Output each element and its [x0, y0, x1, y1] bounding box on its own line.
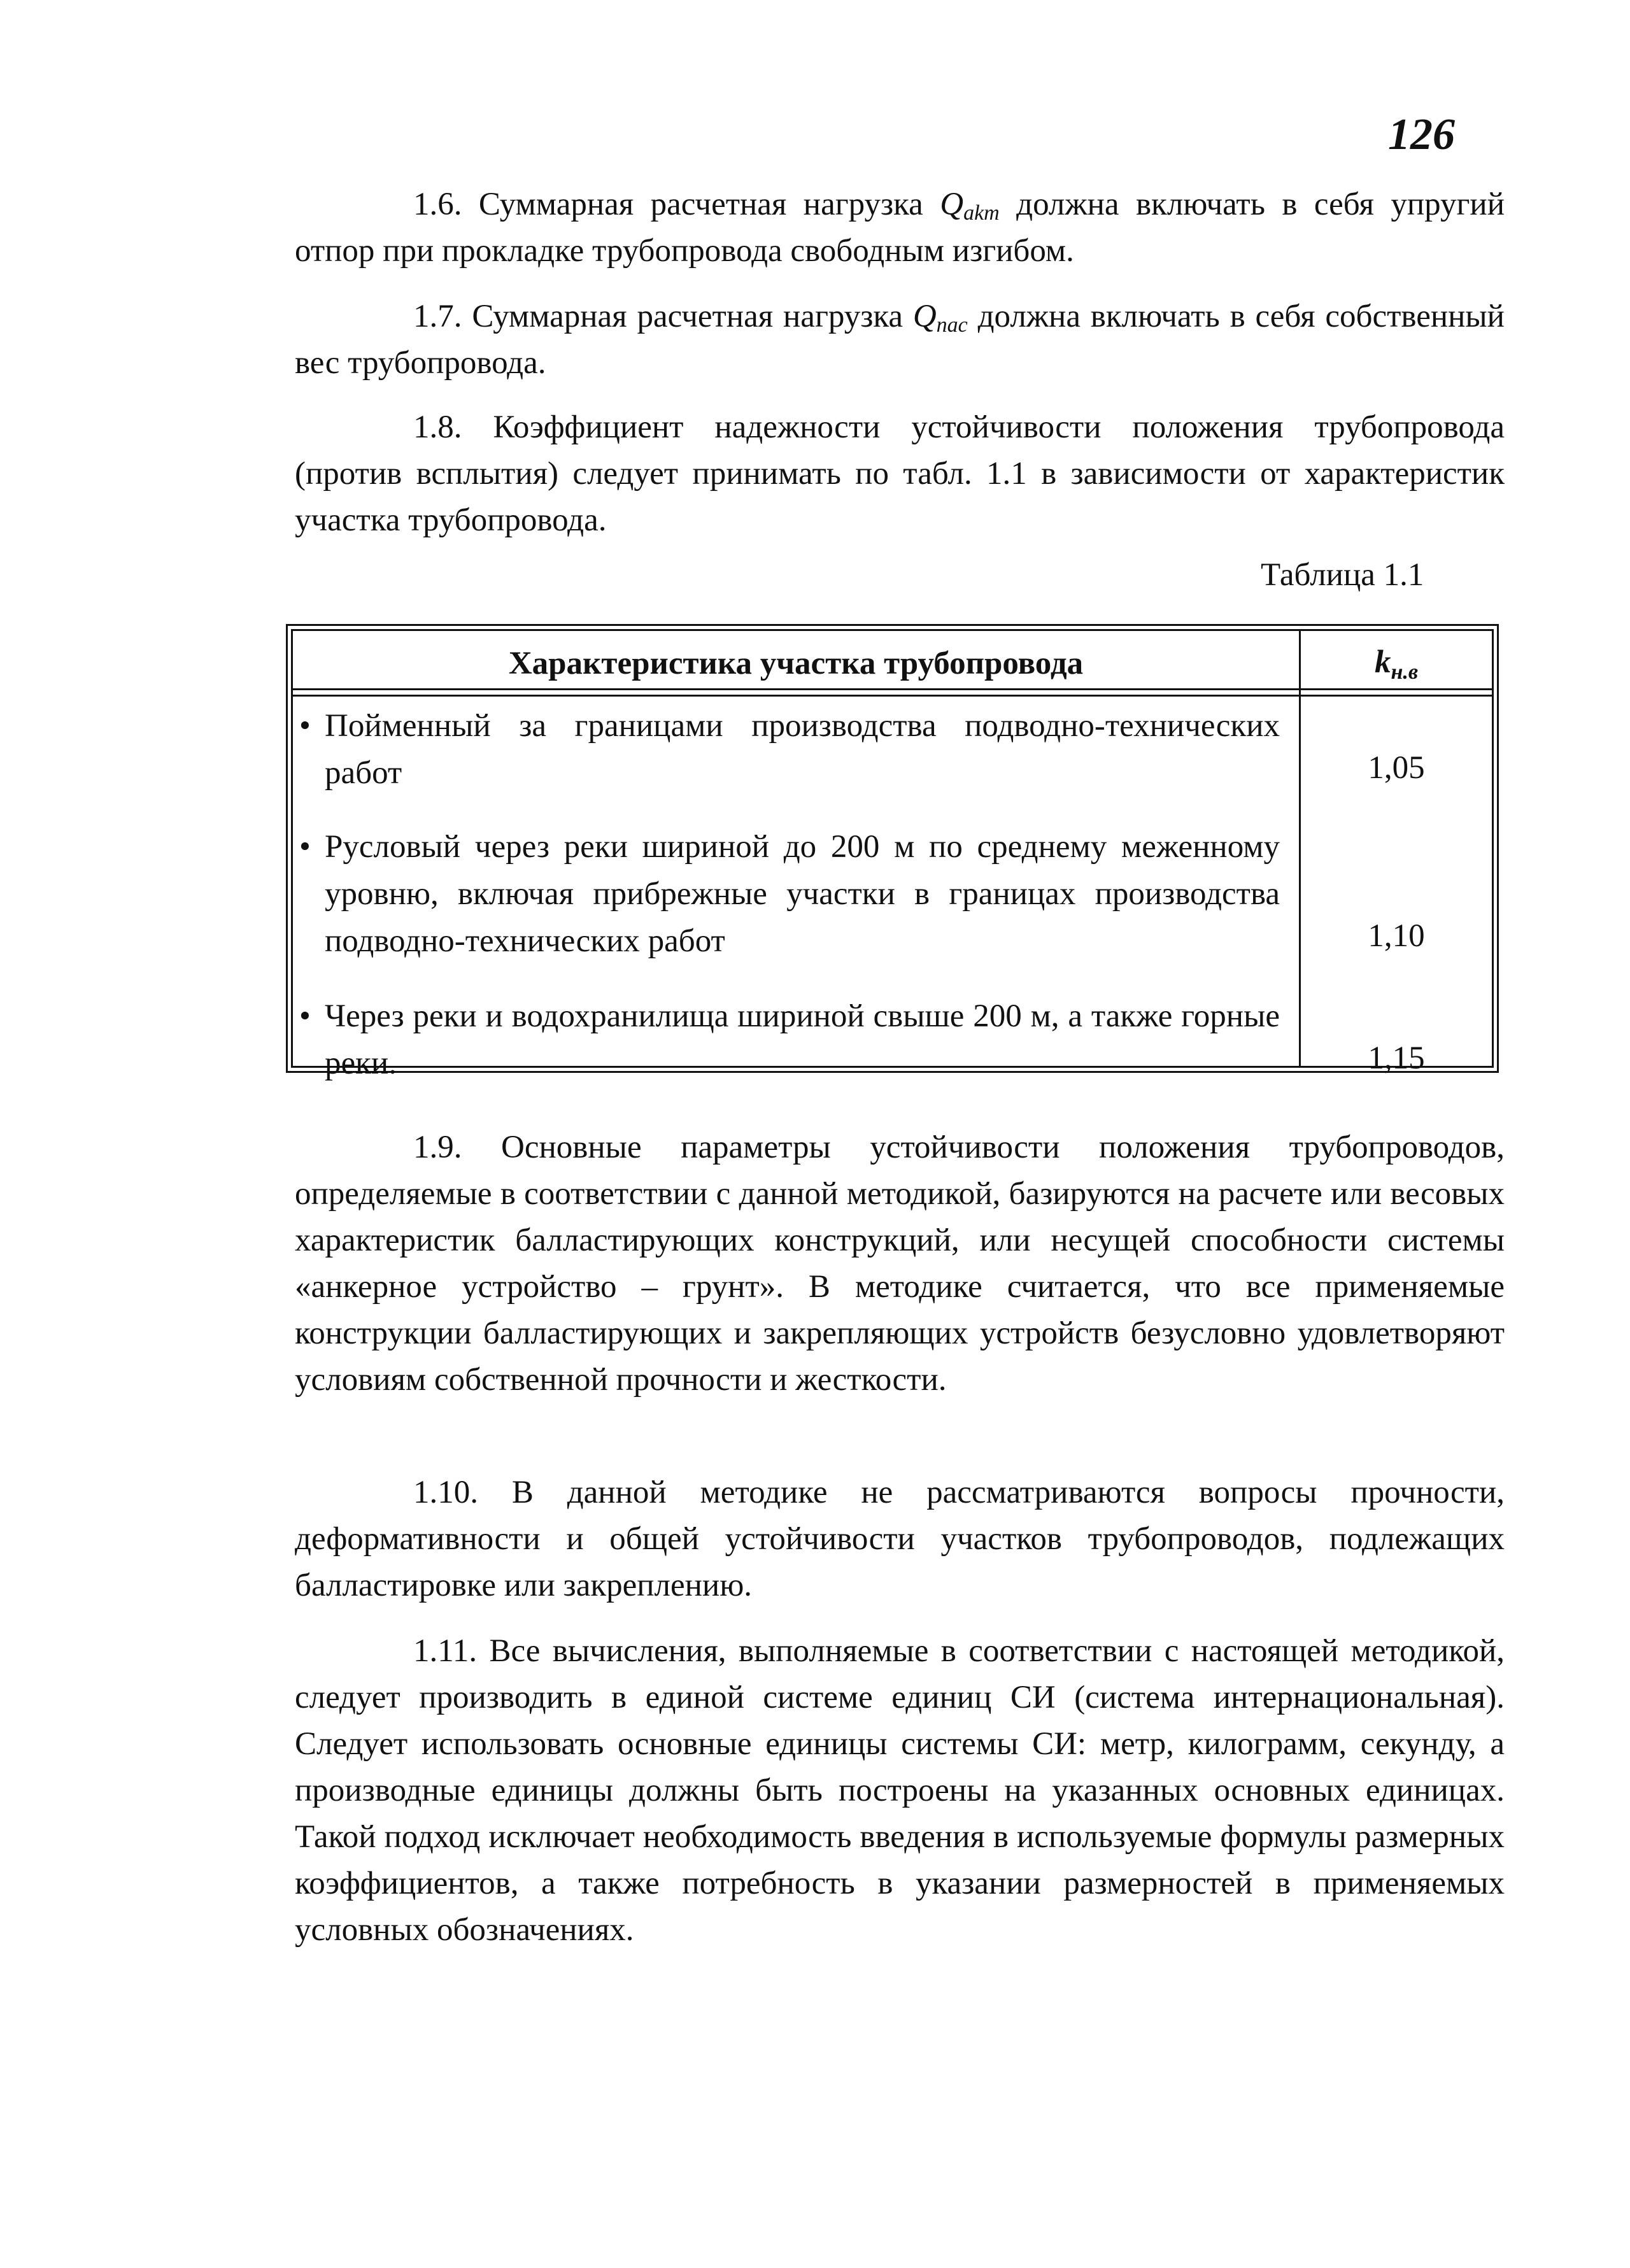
paragraph-text: 1.9. Основные параметры устойчивости положения трубопроводов, определяемые в соответствии с данной методикой, базируются на расчете или весовых характеристик балластирующих конструкций, или несущей способности системы «анкерное устройство – грунт». В методике считается, что все применяемые конструкции балластирующих и закрепляющих устройств безусловно удовлетворяют условиям собственной прочности и жесткости. [295, 1130, 1505, 1398]
paragraph-tail: должна включать в себя собственный вес трубопровода. [295, 299, 1505, 381]
paragraph-lead: 1.7. Суммарная расчетная нагрузка [413, 299, 913, 334]
paragraph-1-10 [295, 1470, 1505, 1609]
header-divider [293, 695, 1492, 697]
row-text: Русловый через реки шириной до 200 м по среднему меженному уровню, включая прибрежные участки в границах производства подводно-технических работ [325, 829, 1280, 959]
coefficient-table [286, 624, 1499, 1081]
row-text: Пойменный за границами производства подводно-технических работ [325, 708, 1280, 791]
page-number: 126 [1388, 110, 1455, 159]
paragraph-text: 1.10. В данной методике не рассматриваются вопросы прочности, деформативности и общей устойчивости участков трубопроводов, подлежащих балластировке или закреплению. [295, 1475, 1505, 1603]
paragraph-1-8 [295, 404, 1505, 544]
paragraph-1-7 [295, 294, 1505, 386]
load-symbol [912, 299, 968, 337]
table-row-value: 1,10 [1368, 918, 1425, 954]
paragraph-1-11 [295, 1628, 1505, 1953]
header-k-letter: k [1374, 644, 1391, 680]
table-row-characteristic [299, 823, 1280, 965]
table-caption: Таблица 1.1 [1261, 557, 1424, 593]
table-row-characteristic [299, 702, 1280, 797]
table-row-characteristic [299, 993, 1280, 1087]
paragraph-text: 1.8. Коэффициент надежности устойчивости положения трубопровода (против всплытия) следует принимать по табл. 1.1 в зависимости от характеристик участка трубопровода. [295, 409, 1505, 538]
bullet: • [299, 829, 311, 865]
paragraph-text: 1.11. Все вычисления, выполняемые в соответствии с настоящей методикой, следует производить в единой системе единиц СИ (система интернациональная). Следует использовать основные единицы системы СИ: метр, килограмм, секунду, а производные единицы должны быть построены на указанных основных единицах. Такой подход исключает необходимость введения в используемые формулы размерных коэффициентов, а также потребность в указании размерностей в применяемых условных обозначениях. [295, 1633, 1505, 1948]
load-symbol-letter: Q [940, 187, 964, 222]
load-symbol-subscript: akm [963, 201, 1000, 225]
load-symbol [940, 187, 1000, 225]
header-divider [293, 688, 1492, 690]
header-k-subscript: н.в [1391, 660, 1419, 684]
load-symbol-subscript: nac [936, 313, 968, 337]
bullet: • [299, 708, 311, 744]
paragraph-tail: должна включать в себя упругий отпор при прокладке трубопровода свободным изгибом. [295, 187, 1505, 269]
row-text: Через реки и водохранилища шириной свыше 200 м, а также горные реки. [325, 998, 1280, 1081]
paragraph-1-9 [295, 1124, 1505, 1403]
paragraph-1-6 [295, 181, 1505, 274]
header-characteristic: Характеристика участка трубопровода [508, 646, 1084, 681]
load-symbol-letter: Q [912, 299, 937, 334]
table-row-value: 1,05 [1368, 750, 1425, 786]
paragraph-lead: 1.6. Суммарная расчетная нагрузка [413, 187, 940, 222]
header-coefficient [1301, 644, 1492, 684]
table-row-value: 1,15 [1368, 1040, 1425, 1076]
bullet: • [299, 998, 311, 1034]
table-inner-border [291, 629, 1494, 1081]
